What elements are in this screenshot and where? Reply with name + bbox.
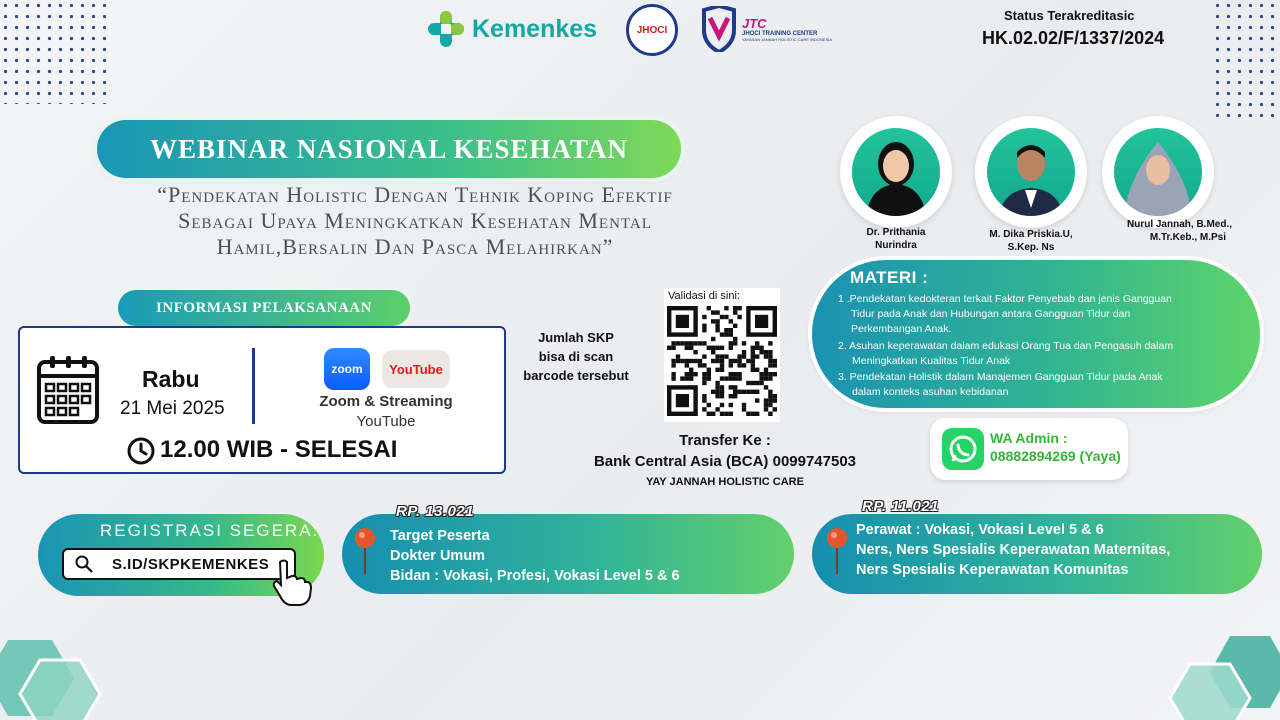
materi-item-line: 1 .Pendekatan kedokteran terkait Faktor Penyebab dan jenis Gangguan [838,293,1172,305]
person-woman-icon [852,128,940,216]
jhoci-logo-text: JHOCI [636,24,668,36]
payment-info-line: YAY JANNAH HOLISTIC CARE [646,476,804,488]
target-line: Ners Spesialis Keperawatan Komunitas [856,562,1129,578]
whatsapp-contact[interactable] [930,418,1128,480]
jtc-logo-tagline: YAYASAN JANNAH HOLISTIC CARE INDONESIA [742,37,833,42]
qr-code[interactable] [667,306,777,416]
price-tag: RP. 13.021 [396,503,475,520]
speaker-name-line: M.Tr.Keb., M.Psi [1149,232,1226,243]
price-tag: RP. 11.021 [862,498,940,515]
youtube-logo [382,350,450,388]
payment-info [570,430,880,488]
speaker-name-line: M. Dika Priskia.U, [989,229,1073,240]
jhoci-logo [626,4,678,56]
accreditation-code: HK.02.02/F/1337/2024 [982,28,1165,48]
whatsapp-label: WA Admin : [990,430,1068,446]
event-title: WEBINAR NASIONAL KESEHATAN [149,133,629,164]
map-pin-icon [824,526,850,576]
skp-info-line: barcode tersebut [523,368,629,383]
dot-pattern-top-right [1212,0,1280,118]
speaker-photo-frame [840,116,952,228]
platform-label-line: Zoom & Streaming [319,393,453,410]
validation-qr-panel [664,288,780,422]
event-subtitle-line: Sebagai Upaya Meningkatkan Kesehatan Mental [178,208,652,233]
person-man-icon [987,128,1075,216]
event-title-banner [97,120,681,178]
zoom-logo-text: zoom [331,362,363,376]
map-pin-icon [352,526,378,576]
event-day: Rabu [142,366,200,392]
speaker-name-line: Nurindra [875,240,917,251]
hand-cursor-icon [270,558,312,606]
skp-info [516,328,636,385]
jtc-logo-subtitle: JHOCI TRAINING CENTER [742,31,818,37]
registration-title: REGISTRASI SEGERA: [100,521,320,540]
target-participants-text [390,526,680,586]
hexagon-decoration-right [1160,630,1280,720]
materi-item-line: Perkembangan Anak. [851,323,952,335]
jtc-logo-title: JTC [742,16,767,31]
platform-label [306,392,466,432]
event-date: 21 Mei 2025 [120,398,225,419]
registration-banner [38,514,324,596]
materi-item [838,370,1163,400]
target-line: Bidan : Vokasi, Profesi, Vokasi Level 5 & 6 [390,568,680,584]
calendar-icon [36,354,102,426]
materi-item-line: 3. Pendekatan Holistik dalam Manajemen Gangguan Tidur pada Anak [838,371,1163,383]
skp-info-line: Jumlah SKP [538,330,614,345]
skp-info-line: bisa di scan [538,349,614,364]
person-hijab-icon [1114,128,1202,216]
schedule-box [18,326,506,474]
zoom-logo [324,348,370,390]
speaker-name-line: Dr. Prithania [866,227,926,238]
youtube-logo-text: YouTube [389,361,443,377]
jtc-shield-icon [700,6,738,52]
speaker-card [1102,116,1232,244]
speaker-card [838,116,954,252]
event-time: 12.00 WIB - SELESAI [160,436,398,463]
schedule-divider [252,348,255,424]
jtc-logo [700,4,840,54]
info-heading: INFORMASI PELAKSANAAN [156,299,372,316]
materi-item [838,292,1172,337]
target-line: Ners, Ners Spesialis Keperawatan Maternitas, [856,542,1171,558]
materi-heading: MATERI : [850,268,929,287]
hexagon-decoration-left [0,630,120,720]
registration-link[interactable]: S.ID/SKPKEMENKES [112,555,270,573]
search-icon [74,554,94,574]
target-participants-text [856,520,1170,580]
kemenkes-logo-icon [426,9,466,49]
materi-panel [812,260,1260,408]
event-subtitle-line: “Pendekatan Holistic Dengan Tehnik Koping Efektif [157,182,673,207]
materi-item-line: 2. Asuhan keperawatan dalam edukasi Orang Tua dan Pengasuh dalam [838,340,1174,352]
kemenkes-logo [426,8,616,50]
materi-item-line: Meningkatkan Kualitas Tidur Anak [852,355,1011,367]
platform-label-line: YouTube [356,413,416,430]
target-line: Target Peserta [390,528,490,544]
speaker-name-line: Nurul Jannah, B.Med., [1126,219,1232,230]
materi-item-line: Tidur pada Anak dan Hubungan antara Gangguan Tidur dan [851,308,1131,320]
speaker-photo [987,128,1075,216]
info-heading-banner [118,290,410,326]
registration-link-box[interactable] [62,548,296,580]
target-line: Dokter Umum [390,548,486,564]
speaker-photo [852,128,940,216]
materi-item [838,339,1173,369]
whatsapp-icon [942,428,984,470]
dot-pattern-top-left [0,0,110,104]
accreditation-label: Status Terakreditasic [1004,8,1135,23]
speaker-name-line: S.Kep. Ns [1007,242,1055,253]
materi-item-line: dalam konteks asuhan kebidanan [852,386,1009,398]
payment-info-line: Transfer Ke : [679,432,771,449]
speaker-card [972,116,1090,254]
clock-icon [126,436,156,466]
qr-label[interactable]: Validasi di sini: [668,290,740,302]
speaker-photo-frame [1102,116,1214,228]
event-subtitle-line: Hamil,Bersalin Dan Pasca Melahirkan” [216,234,614,259]
speaker-photo-frame [975,116,1087,228]
whatsapp-number[interactable]: 08882894269 (Yaya) [990,448,1121,464]
kemenkes-logo-text: Kemenkes [472,14,598,43]
payment-info-line: Bank Central Asia (BCA) 0099747503 [593,453,857,470]
target-line: Perawat : Vokasi, Vokasi Level 5 & 6 [856,522,1104,538]
speaker-photo [1114,128,1202,216]
event-subtitle [30,182,800,260]
